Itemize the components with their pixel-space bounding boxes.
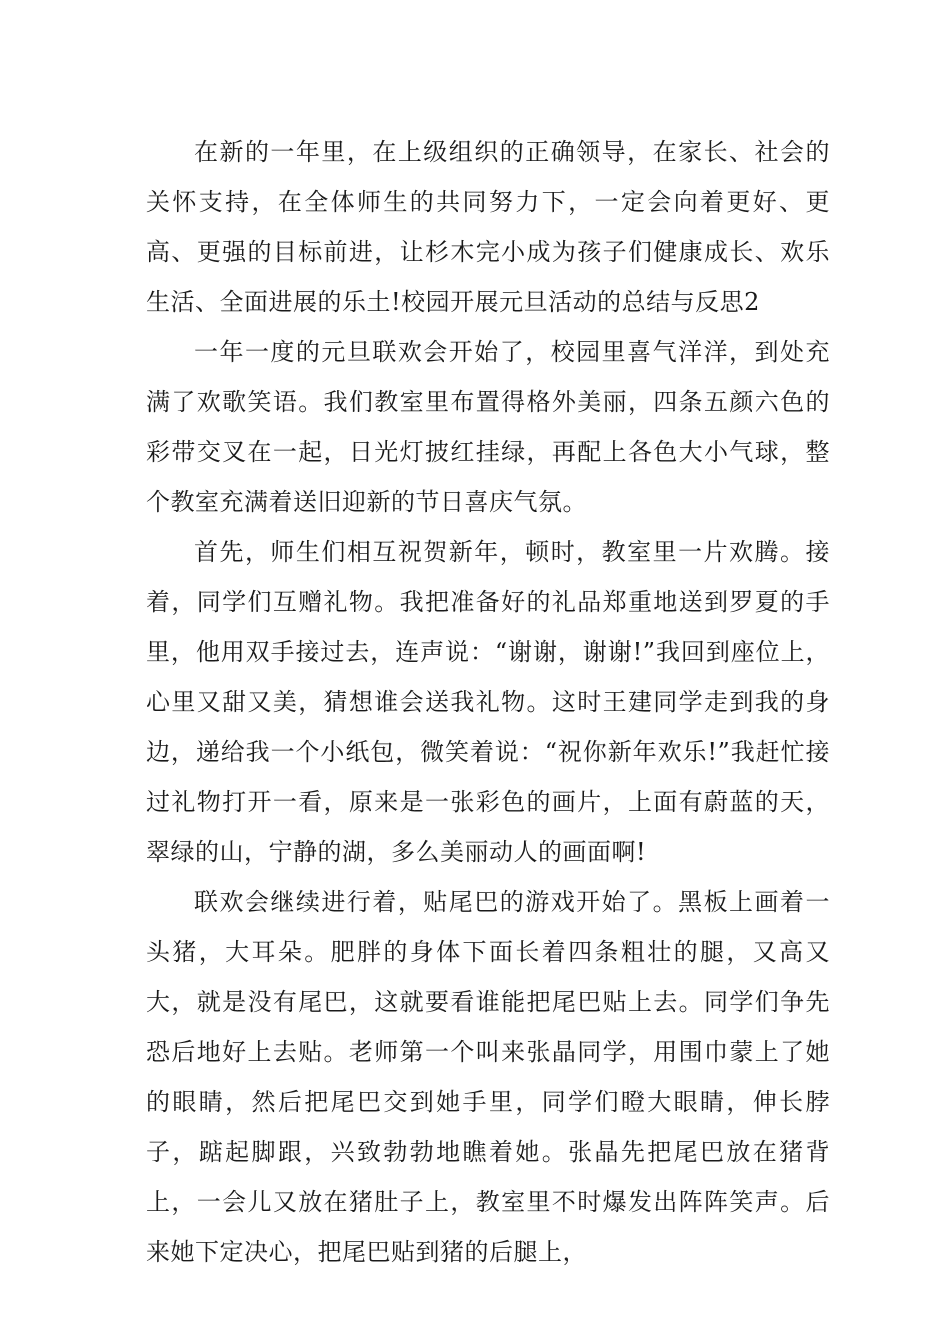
paragraph-1: 在新的一年里，在上级组织的正确领导，在家长、社会的关怀支持，在全体师生的共同努力下，一定会向着更好、更高、更强的目标前进，让杉木完小成为孩子们健康成长、欢乐生活、全面进展的乐土!校园开展元旦活动的总结与反思2 [146, 138, 830, 316]
paragraph-2: 一年一度的元旦联欢会开始了，校园里喜气洋洋，到处充满了欢歌笑语。我们教室里布置得格外美丽，四条五颜六色的彩带交叉在一起，日光灯披红挂绿，再配上各色大小气球，整个教室充满着送旧迎新的节日喜庆气氛。 [146, 338, 830, 516]
document-body [146, 127, 830, 1277]
paragraph-3: 首先，师生们相互祝贺新年，顿时，教室里一片欢腾。接着，同学们互赠礼物。我把准备好的礼品郑重地送到罗夏的手里，他用双手接过去，连声说：“谢谢，谢谢!”我回到座位上，心里又甜又美，猜想谁会送我礼物。这时王建同学走到我的身边，递给我一个小纸包，微笑着说：“祝你新年欢乐!”我赶忙接过礼物打开一看，原来是一张彩色的画片，上面有蔚蓝的天，翠绿的山，宁静的湖，多么美丽动人的画面啊! [146, 538, 830, 866]
paragraph-4: 联欢会继续进行着，贴尾巴的游戏开始了。黑板上画着一头猪，大耳朵。肥胖的身体下面长着四条粗壮的腿，又高又大，就是没有尾巴，这就要看谁能把尾巴贴上去。同学们争先恐后地好上去贴。老师第一个叫来张晶同学，用围巾蒙上了她的眼睛，然后把尾巴交到她手里，同学们瞪大眼睛，伸长脖子，踮起脚跟，兴致勃勃地瞧着她。张晶先把尾巴放在猪背上，一会儿又放在猪肚子上，教室里不时爆发出阵阵笑声。后来她下定决心，把尾巴贴到猪的后腿上， [146, 888, 830, 1266]
